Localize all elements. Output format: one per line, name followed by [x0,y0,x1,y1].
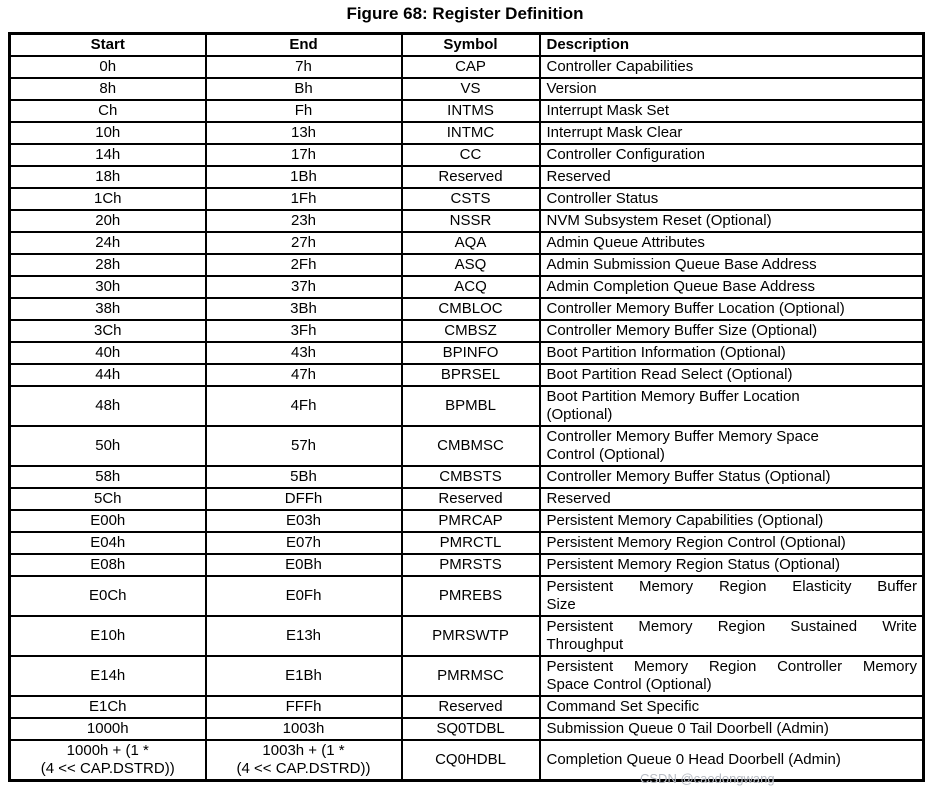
table-row [10,122,924,144]
start-cell: E08h [10,554,206,576]
description-cell: Persistent Memory Region Control (Optional) [540,532,924,554]
table-row [10,656,924,696]
start-cell: 30h [10,276,206,298]
end-cell: DFFh [206,488,402,510]
start-cell: 50h [10,426,206,466]
table-row [10,426,924,466]
symbol-cell: CSTS [402,188,540,210]
symbol-cell: SQ0TDBL [402,718,540,740]
table-row [10,298,924,320]
symbol-cell: CAP [402,56,540,78]
symbol-cell: CMBMSC [402,426,540,466]
description-cell: Boot Partition Read Select (Optional) [540,364,924,386]
table-row [10,188,924,210]
symbol-cell: BPINFO [402,342,540,364]
start-cell: 48h [10,386,206,426]
start-cell: 1Ch [10,188,206,210]
table-row [10,740,924,781]
start-cell: 28h [10,254,206,276]
table-row [10,166,924,188]
table-row [10,144,924,166]
end-cell: 57h [206,426,402,466]
start-cell: 14h [10,144,206,166]
symbol-cell: Reserved [402,166,540,188]
end-cell: E1Bh [206,656,402,696]
symbol-cell: AQA [402,232,540,254]
end-cell: 2Fh [206,254,402,276]
description-cell: Interrupt Mask Set [540,100,924,122]
description-cell: Controller Memory Buffer Status (Optional) [540,466,924,488]
table-row [10,576,924,616]
description-cell: Boot Partition Information (Optional) [540,342,924,364]
start-cell: 5Ch [10,488,206,510]
start-cell: 40h [10,342,206,364]
description-cell: Admin Submission Queue Base Address [540,254,924,276]
start-cell: 44h [10,364,206,386]
description-cell: Reserved [540,166,924,188]
start-cell: E14h [10,656,206,696]
table-row [10,342,924,364]
symbol-cell: PMRSTS [402,554,540,576]
description-cell: Boot Partition Memory Buffer Location (Optional) [540,386,924,426]
symbol-cell: PMRCAP [402,510,540,532]
description-cell: Controller Capabilities [540,56,924,78]
table-row [10,100,924,122]
end-cell: 4Fh [206,386,402,426]
end-cell: E03h [206,510,402,532]
end-cell: 5Bh [206,466,402,488]
end-cell: 1003h + (1 * (4 << CAP.DSTRD)) [206,740,402,781]
symbol-cell: BPRSEL [402,364,540,386]
start-cell: E0Ch [10,576,206,616]
table-row [10,78,924,100]
start-cell: 1000h [10,718,206,740]
description-cell: Command Set Specific [540,696,924,718]
description-cell: Admin Completion Queue Base Address [540,276,924,298]
end-cell: 37h [206,276,402,298]
end-cell: FFFh [206,696,402,718]
description-cell: Admin Queue Attributes [540,232,924,254]
end-cell: E0Bh [206,554,402,576]
table-row [10,616,924,656]
header-cell-symbol: Symbol [402,34,540,57]
register-table [8,32,925,782]
end-cell: 1Fh [206,188,402,210]
symbol-cell: PMRMSC [402,656,540,696]
end-cell: 1003h [206,718,402,740]
figure-title: Figure 68: Register Definition [346,4,584,23]
symbol-cell: INTMC [402,122,540,144]
symbol-cell: ACQ [402,276,540,298]
description-cell: Persistent Memory Region Status (Optional) [540,554,924,576]
table-row [10,510,924,532]
start-cell: 3Ch [10,320,206,342]
description-cell: Controller Memory Buffer Memory Space Control (Optional) [540,426,924,466]
description-cell: Persistent Memory Capabilities (Optional) [540,510,924,532]
start-cell: 38h [10,298,206,320]
header-cell-start: Start [10,34,206,57]
start-cell: E00h [10,510,206,532]
symbol-cell: PMRSWTP [402,616,540,656]
symbol-cell: CMBLOC [402,298,540,320]
table-row [10,254,924,276]
table-row [10,276,924,298]
watermark: CSDN @caodongwang [640,771,775,786]
table-row [10,718,924,740]
end-cell: Fh [206,100,402,122]
description-cell: Completion Queue 0 Head Doorbell (Admin) [540,740,924,781]
table-header-row [10,34,924,57]
table-row [10,488,924,510]
description-cell: Persistent Memory Region Sustained WriteThroughput [540,616,924,656]
start-cell: 24h [10,232,206,254]
symbol-cell: CMBSZ [402,320,540,342]
description-cell: Interrupt Mask Clear [540,122,924,144]
start-cell: 58h [10,466,206,488]
symbol-cell: BPMBL [402,386,540,426]
table-row [10,364,924,386]
symbol-cell: INTMS [402,100,540,122]
start-cell: Ch [10,100,206,122]
description-cell: NVM Subsystem Reset (Optional) [540,210,924,232]
end-cell: 27h [206,232,402,254]
end-cell: 17h [206,144,402,166]
start-cell: 8h [10,78,206,100]
register-table-body [10,56,924,781]
table-row [10,532,924,554]
symbol-cell: PMRCTL [402,532,540,554]
table-row [10,696,924,718]
header-cell-description: Description [540,34,924,57]
table-row [10,210,924,232]
symbol-cell: VS [402,78,540,100]
end-cell: 3Bh [206,298,402,320]
end-cell: 13h [206,122,402,144]
end-cell: 47h [206,364,402,386]
symbol-cell: Reserved [402,488,540,510]
end-cell: E13h [206,616,402,656]
start-cell: E1Ch [10,696,206,718]
end-cell: Bh [206,78,402,100]
symbol-cell: Reserved [402,696,540,718]
start-cell: E04h [10,532,206,554]
start-cell: 10h [10,122,206,144]
table-row [10,554,924,576]
description-cell: Persistent Memory Region Controller MemorySpace Control (Optional) [540,656,924,696]
description-cell: Submission Queue 0 Tail Doorbell (Admin) [540,718,924,740]
description-cell: Version [540,78,924,100]
table-row [10,56,924,78]
end-cell: E07h [206,532,402,554]
symbol-cell: CQ0HDBL [402,740,540,781]
table-row [10,320,924,342]
table-row [10,466,924,488]
start-cell: E10h [10,616,206,656]
symbol-cell: PMREBS [402,576,540,616]
end-cell: 43h [206,342,402,364]
symbol-cell: ASQ [402,254,540,276]
table-row [10,386,924,426]
start-cell: 0h [10,56,206,78]
table-row [10,232,924,254]
end-cell: 1Bh [206,166,402,188]
description-cell: Controller Configuration [540,144,924,166]
start-cell: 1000h + (1 * (4 << CAP.DSTRD)) [10,740,206,781]
description-cell: Controller Memory Buffer Size (Optional) [540,320,924,342]
start-cell: 18h [10,166,206,188]
description-cell: Reserved [540,488,924,510]
start-cell: 20h [10,210,206,232]
description-cell: Controller Status [540,188,924,210]
description-cell: Controller Memory Buffer Location (Optional) [540,298,924,320]
header-cell-end: End [206,34,402,57]
end-cell: 23h [206,210,402,232]
description-cell: Persistent Memory Region Elasticity BufferSize [540,576,924,616]
end-cell: 7h [206,56,402,78]
symbol-cell: CMBSTS [402,466,540,488]
symbol-cell: NSSR [402,210,540,232]
end-cell: E0Fh [206,576,402,616]
symbol-cell: CC [402,144,540,166]
end-cell: 3Fh [206,320,402,342]
